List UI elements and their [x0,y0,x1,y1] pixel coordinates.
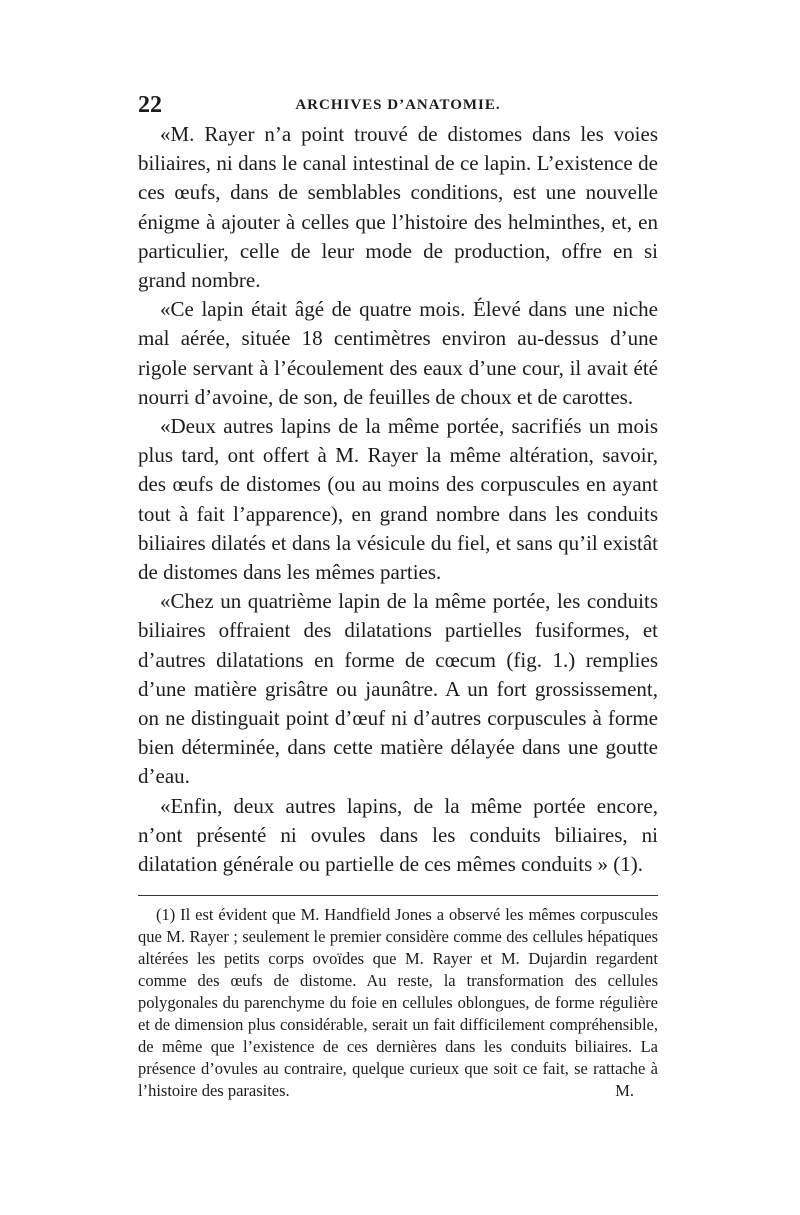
document-page [138,90,658,1102]
footnote-text: (1) Il est évident que M. Handfield Jones a observé les mêmes corpuscules que M. Rayer ; seulement le premier considère comme des cellules hépatiques altérées les petits corps ovoïdes que M. Rayer et M. Dujardin regardent comme des œufs de distome. Au reste, la transformation des cellules polygonales du parenchyme du foie en cellules oblongues, de forme régulière et de dimension plus considérable, serait un fait difficilement compréhensible, de même que l’existence de ces dernières dans les conduits biliaires. La présence d’ovules au contraire, quelque curieux que soit ce fait, se rattache à l’histoire des parasites. [138,905,658,1101]
footnote-divider [138,895,658,896]
paragraph: «Enfin, deux autres lapins, de la même portée encore, n’ont présenté ni ovules dans les conduits biliaires, ni dilatation générale ou partielle de ces mêmes conduits » (1). [138,793,658,877]
body-text [138,120,658,879]
page-number: 22 [138,92,162,118]
page-header [138,90,658,120]
paragraph: «Deux autres lapins de la même portée, sacrifiés un mois plus tard, ont offert à M. Rayer la même altération, savoir, des œufs de distomes (ou au moins des corpuscules en ayant tout à fait l’apparence), en grand nombre dans les conduits biliaires dilatés et dans la vésicule du fiel, et sans qu’il existât de distomes dans les mêmes parties. [138,414,658,585]
paragraph: «M. Rayer n’a point trouvé de distomes dans les voies biliaires, ni dans le canal intestinal de ce lapin. L’existence de ces œufs, dans de semblables conditions, est une nouvelle énigme à ajouter à celles que l’histoire des helminthes, et, en particulier, celle de leur mode de production, offre en si grand nombre. [138,122,658,293]
running-title: ARCHIVES D’ANATOMIE. [295,97,501,113]
footnote [138,904,658,1102]
footnote-signature: M. [615,1081,634,1101]
paragraph: «Chez un quatrième lapin de la même portée, les conduits biliaires offraient des dilatations partielles fusiformes, et d’autres dilatations en forme de cœcum (fig. 1.) remplies d’une matière grisâtre ou jaunâtre. A un fort grossissement, on ne distinguait point d’œuf ni d’autres corpuscules à forme bien déterminée, dans cette matière délayée dans une goutte d’eau. [138,589,658,789]
paragraph: «Ce lapin était âgé de quatre mois. Élevé dans une niche mal aérée, située 18 centimètres environ au-dessus d’une rigole servant à l’écoulement des eaux d’une cour, il avait été nourri d’avoine, de son, de feuilles de choux et de carottes. [138,297,658,409]
